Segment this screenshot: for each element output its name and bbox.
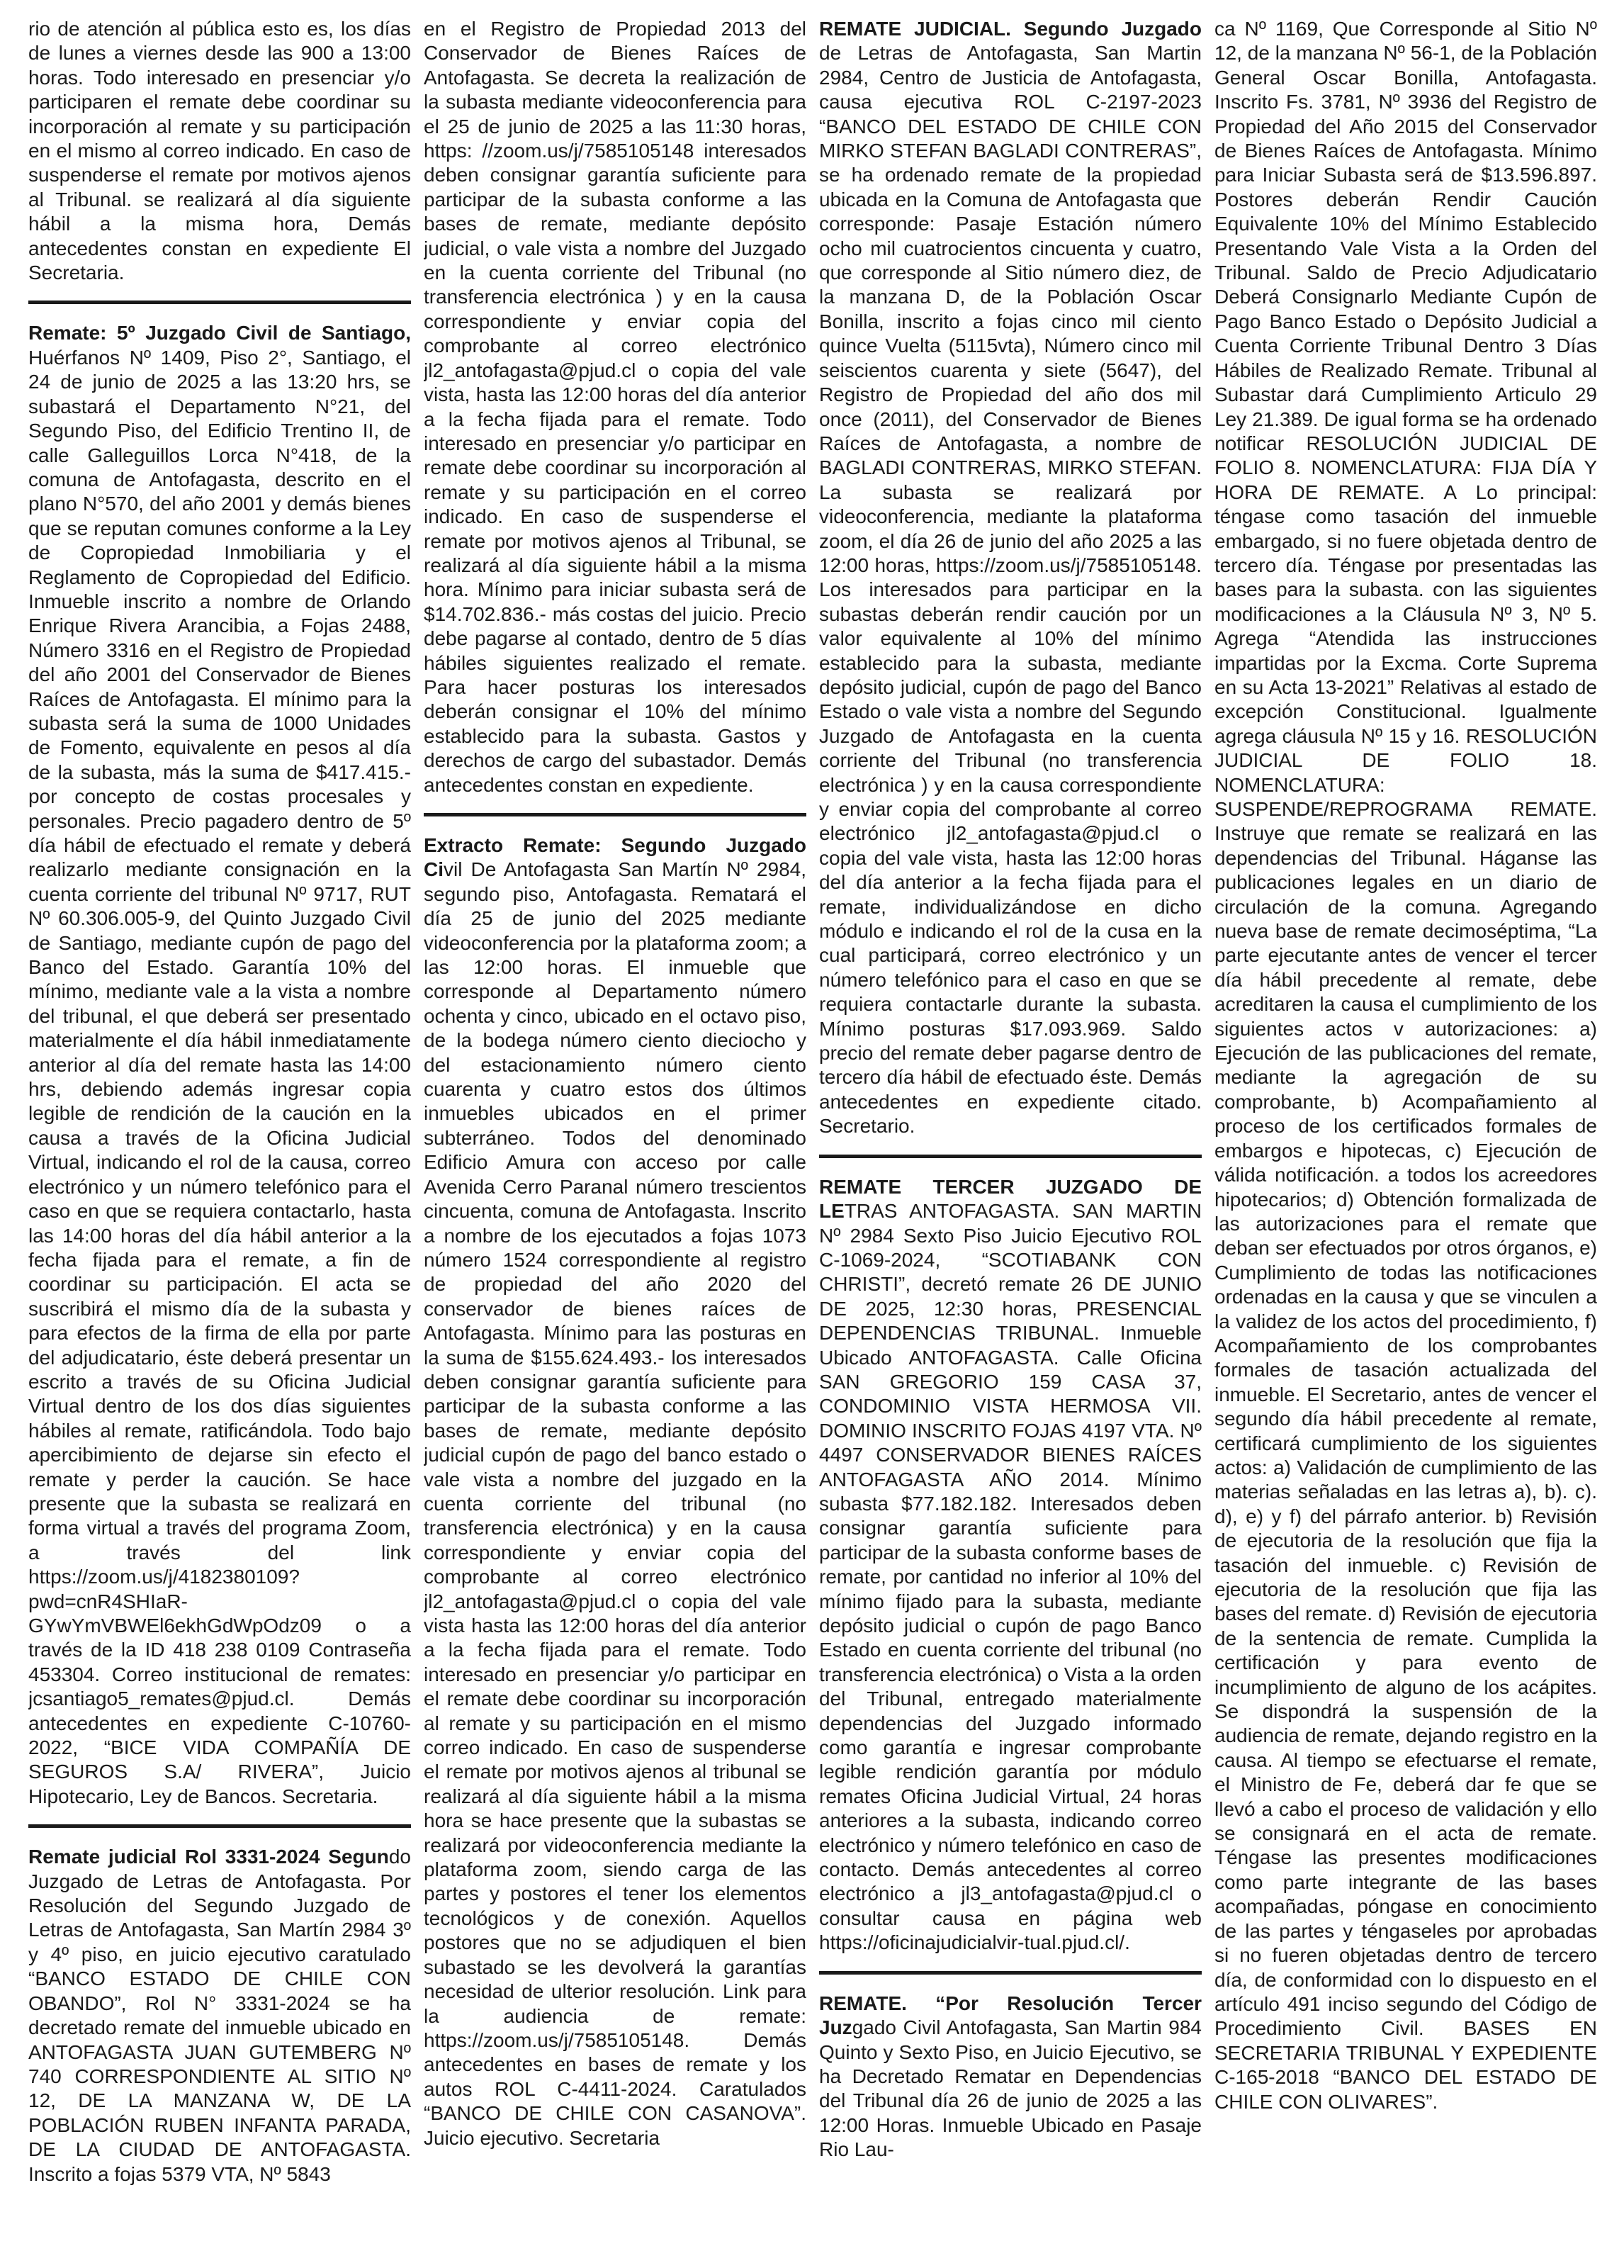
notice-heading: REMATE. “Por Resolución Tercer Juz (819, 1992, 1202, 2039)
notice-text: REMATE TERCER JUZGADO DE LETRAS ANTOFAGASTA. SAN MARTIN Nº 2984 Sexto Piso Juicio Ejecutivo ROL C-1069-2024, “SCOTIABANK CON CHRISTI”, decretó remate 26 DE JUNIO DE 2025, 12:30 horas, PRESENCIAL DEPENDENCIAS TRIBUNAL. Inmueble Ubicado ANTOFAGASTA. Calle Oficina SAN GREGORIO 159 CASA 37, CONDOMINIO VISTA HERMOSA VII. DOMINIO INSCRITO FOJAS 4197 VTA. Nº 4497 CONSERVADOR BIENES RAÍCES ANTOFAGASTA AÑO 2014. Mínimo subasta $77.182.182. Interesados deben consignar garantía suficiente para participar de la subasta conforme bases de remate, por cantidad no inferior al 10% del mínimo fijado para la subasta, mediante depósito judicial o cupón de pago Banco Estado en cuenta corriente del tribunal (no transferencia electrónica) o Vista a la orden del Tribunal, entregado materialmente dependencias del Juzgado informado como garantía e ingresar comprobante legible rendición garantía por módulo remates Oficina Judicial Virtual, 24 horas anteriores a la subasta, indicando correo electrónico y número telefónico en caso de contacto. Demás antecedentes al correo electrónico a jl3_antofagasta@pjud.cl o consultar causa en página web https://oficinajudicialvir-tual.pjud.cl/. (819, 1175, 1202, 1954)
notice-heading: Remate: 5º Juzgado Civil de Santiago, (28, 322, 411, 344)
notice-text: Extracto Remate: Segundo Juzgado Civil De Antofagasta San Martín Nº 2984, segundo piso, Antofagasta. Rematará el día 25 de junio del 2025 mediante videoconferencia por la plataforma zoom; a las 12:00 horas. El inmueble que corresponde al Departamento número ochenta y cinco, ubicado en el octavo piso, de la bodega número ciento dieciocho y del estacionamiento número ciento cuarenta y cuatro estos dos últimos inmuebles ubicados en el primer subterráneo. Todos del denominado Edificio Amura con acceso por calle Avenida Cerro Paranal número trescientos cincuenta, comuna de Antofagasta. Inscrito a nombre de los ejecutados a fojas 1073 número 1524 correspondiente al registro de propiedad del año 2020 del conservador de bienes raíces de Antofagasta. Mínimo para las posturas en la suma de $155.624.493.- los interesados deben consignar garantía suficiente para participar de la subasta conforme a las bases de remate, mediante depósito judicial cupón de pago del banco estado o vale vista a nombre del juzgado en la cuenta corriente del tribunal (no transferencia electrónica) y en la causa correspondiente y enviar copia del comprobante al correo electrónico jl2_antofagasta@pjud.cl o copia del vale vista hasta las 12:00 horas del día anterior a la fecha fijada para el remate. Todo interesado en presenciar y/o participar en el remate debe coordinar su incorporación al remate y su participación en el mismo correo indicado. En caso de suspenderse el remate por motivos ajenos al tribunal se realizará al día siguiente hábil a la misma hora se hace presente que la subastas se realizará por videoconferencia mediante la plataforma zoom, siendo carga de las partes y postores el tener los elementos tecnológicos y de conexión. Aquellos postores que no se adjudiquen el bien subastado se les devolverá la garantías necesidad de ulterior resolución. Link para la audiencia de remate: https://zoom.us/j/7585105148. Demás antecedentes en bases de remate y los autos ROL C-4411-2024. Caratulados “BANCO DE CHILE CON CASANOVA”. Juicio ejecutivo. Secretaria (424, 834, 806, 2149)
notice-heading: Extracto Remate: Segundo Juzgado Ci (424, 834, 806, 881)
notice-divider (28, 301, 411, 304)
notice-divider (28, 1824, 411, 1828)
notice-divider (819, 1971, 1202, 1975)
notice-heading: REMATE JUDICIAL. Segundo Juzgado (819, 18, 1202, 40)
column-4 (1214, 17, 1597, 2257)
column-3 (819, 17, 1202, 2257)
column-2 (424, 17, 806, 2257)
notice-heading: REMATE TERCER JUZGADO DE LE (819, 1175, 1202, 1223)
notice-divider (424, 813, 806, 816)
notice-text: Remate judicial Rol 3331-2024 Segundo Juzgado de Letras de Antofagasta. Por Resolución del Segundo Juzgado de Letras de Antofagasta, San Martín 2984 3º y 4º piso, en juicio ejecutivo caratulado “BANCO ESTADO DE CHILE CON OBANDO”, Rol N° 3331-2024 se ha decretado remate del inmueble ubicado en ANTOFAGASTA JUAN GUTEMBERG Nº 740 CORRESPONDIENTE AL SITIO Nº 12, DE LA MANZANA W, DE LA POBLACIÓN RUBEN INFANTA PARADA, DE LA CIUDAD DE ANTOFAGASTA. Inscrito a fojas 5379 VTA, Nº 5843 (28, 1846, 411, 2185)
notice-text: Remate: 5º Juzgado Civil de Santiago, Huérfanos Nº 1409, Piso 2°, Santiago, el 24 de junio de 2025 a las 13:20 hrs, se subastará el Departamento N°21, del Segundo Piso, del Edificio Trentino II, de calle Galleguillos Lorca N°418, de la comuna de Antofagasta, descrito en el plano N°570, del año 2001 y demás bienes que se reputan comunes conforme a la Ley de Copropiedad Inmobiliaria y el Reglamento de Copropiedad del Edificio. Inmueble inscrito a nombre de Orlando Enrique Rivera Arancibia, a Fojas 2488, Número 3316 en el Registro de Propiedad del año 2001 del Conservador de Bienes Raíces de Antofagasta. El mínimo para la subasta será la suma de 1000 Unidades de Fomento, equivalente en pesos al día de la subasta, más la suma de $417.415.- por concepto de costas procesales y personales. Precio pagadero dentro de 5º día hábil de efectuado el remate y deberá realizarlo mediante consignación en la cuenta corriente del tribunal Nº 9717, RUT Nº 60.306.005-9, del Quinto Juzgado Civil de Santiago, mediante cupón de pago del Banco del Estado. Garantía 10% del mínimo, mediante vale a la vista a nombre del tribunal, el que deberá ser presentado materialmente el día hábil inmediatamente anterior al día del remate hasta las 14:00 hrs, debiendo además ingresar copia legible de rendición de la caución en la causa a través de la Oficina Judicial Virtual, indicando el rol de la causa, correo electrónico y un número telefónico para el caso en que se requiera contactarlo, hasta las 14:00 horas del día hábil anterior a la fecha fijada para el remate, a fin de coordinar su participación. El acta se suscribirá el mismo día de la subasta y para efectos de la firma de ella por parte del adjudicatario, éste deberá presentar un escrito a través de su Oficina Judicial Virtual dentro de los dos días siguientes hábiles al remate, ratificándola. Todo bajo apercibimiento de dejarse sin efecto el remate y perder la caución. Se hace presente que la subasta se realizará en forma virtual a través del programa Zoom, a través del link https://zoom.us/j/4182380109?pwd=cnR4SHIaR-GYwYmVBWEl6ekhGdWpOdz09 o a través de la ID 418 238 0109 Contraseña 453304. Correo institucional de remates: jcsantiago5_remates@pjud.cl. Demás antecedentes en expediente C-10760-2022, “BICE VIDA COMPAÑÍA DE SEGUROS S.A/ RIVERA”, Juicio Hipotecario, Ley de Bancos. Secretaria. (28, 322, 411, 1807)
notice-heading: Remate judicial Rol 3331-2024 Segun (28, 1846, 389, 1868)
notice-text: REMATE JUDICIAL. Segundo Juzgado de Letras de Antofagasta, San Martin 2984, Centro de Justicia de Antofagasta, causa ejecutiva ROL C-2197-2023 “BANCO DEL ESTADO DE CHILE CON MIRKO STEFAN BAGLADI CONTRERAS”, se ha ordenado remate de la propiedad ubicada en la Comuna de Antofagasta que corresponde: Pasaje Estación número ocho mil cuatrocientos cincuenta y cuatro, que corresponde al Sitio número diez, de la manzana D, de la Población Oscar Bonilla, inscrito a fojas cinco mil ciento quince Vuelta (5115vta), Número cinco mil seiscientos cuarenta y siete (5647), del Registro de Propiedad del año dos mil once (2011), del Conservador de Bienes Raíces de Antofagasta, a nombre de BAGLADI CONTRERAS, MIRKO STEFAN. La subasta se realizará por videoconferencia, mediante la plataforma zoom, el día 26 de junio del año 2025 a las 12:00 horas, https://zoom.us/j/7585105148. Los interesados para participar en la subastas deberán rendir caución por un valor equivalente al 10% del mínimo establecido para la subasta, mediante depósito judicial, cupón de pago del Banco Estado o vale vista a nombre del Segundo Juzgado de Antofagasta en la cuenta corriente del Tribunal (no transferencia electrónica ) y en la causa correspondiente y enviar copia del comprobante al correo electrónico jl2_antofagasta@pjud.cl o copia del vale vista, hasta las 12:00 horas del día anterior a la fecha fijada para el remate, individualizándose en dicho módulo e indicando el rol de la cusa en la cual participará, correo electrónico y un número telefónico para el caso en que se requiera contactarle durante la subasta. Mínimo posturas $17.093.969. Saldo precio del remate deber pagarse dentro de tercero día hábil de efectuado éste. Demás antecedentes en expediente citado. Secretario. (819, 18, 1202, 1138)
column-1 (28, 17, 411, 2257)
notice-text: REMATE. “Por Resolución Tercer Juzgado Civil Antofagasta, San Martin 984 Quinto y Sexto Piso, en Juicio Ejecutivo, se ha Decretado Rematar en Dependencias del Tribunal día 26 de junio de 2025 a las 12:00 Horas. Inmueble Ubicado en Pasaje Rio Lau- (819, 1992, 1202, 2161)
notice-divider (819, 1155, 1202, 1158)
notice-text: rio de atención al pública esto es, los días de lunes a viernes desde las 900 a 13:00 horas. Todo interesado en presenciar y/o participaren el remate debe coordinar su incorporación al remate y su participación en el mismo al correo indicado. En caso de suspenderse el remate por motivos ajenos al Tribunal. se realizará al día siguiente hábil a la misma hora, Demás antecedentes constan en expediente El Secretaria. (28, 18, 411, 284)
notice-text: en el Registro de Propiedad 2013 del Conservador de Bienes Raíces de Antofagasta. Se decreta la realización de la subasta mediante videoconferencia para el 25 de junio de 2025 a las 11:30 horas, https: //zoom.us/j/7585105148 interesados deben consignar garantía suficiente para participar de la subasta conforme a las bases de remate, mediante depósito judicial, o vale vista a nombre del Juzgado en la cuenta corriente del Tribunal (no transferencia electrónica ) y en la causa correspondiente y enviar copia del comprobante al correo electrónico jl2_antofagasta@pjud.cl o copia del vale vista, hasta las 12:00 horas del día anterior a la fecha fijada para el remate. Todo interesado en presenciar y/o participar en remate debe coordinar su incorporación al remate y su participación en el correo indicado. En caso de suspenderse el remate por motivos ajenos al Tribunal, se realizará al día siguiente hábil a la misma hora. Mínimo para iniciar subasta será de $14.702.836.- más costas del juicio. Precio debe pagarse al contado, dentro de 5 días hábiles siguientes realizado el remate. Para hacer posturas los interesados deberán consignar el 10% del mínimo establecido para la subasta. Gastos y derechos de cargo del subastador. Demás antecedentes constan en expediente. (424, 18, 806, 796)
notice-text: ca Nº 1169, Que Corresponde al Sitio Nº 12, de la manzana Nº 56-1, de la Población General Oscar Bonilla, Antofagasta. Inscrito Fs. 3781, Nº 3936 del Registro de Propiedad del Año 2015 del Conservador de Bienes Raíces de Antofagasta. Mínimo para Iniciar Subasta será de $13.596.897. Postores deberán Rendir Caución Equivalente 10% del Mínimo Establecido Presentando Vale Vista a la Orden del Tribunal. Saldo de Precio Adjudicatario Deberá Consignarlo Mediante Cupón de Pago Banco Estado o Depósito Judicial a Cuenta Corriente Tribunal Dentro 3 Días Hábiles de Realizado Remate. Tribunal al Subastar dará Cumplimiento Articulo 29 Ley 21.389. De igual forma se ha ordenado notificar RESOLUCIÓN JUDICIAL DE FOLIO 8. NOMENCLATURA: FIJA DÍA Y HORA DE REMATE. A Lo principal: téngase como tasación del inmueble embargado, si no fuere objetada dentro de tercero día. Téngase por presentadas las bases para la subasta. con las siguientes modificaciones a la Cláusula Nº 3, Nº 5. Agrega “Atendida las instrucciones impartidas por la Excma. Corte Suprema en su Acta 13-2021” Relativas al estado de excepción Constitucional. Igualmente agrega cláusula Nº 15 y 16. RESOLUCIÓN JUDICIAL DE FOLIO 18. NOMENCLATURA: SUSPENDE/REPROGRAMA REMATE. Instruye que remate se realizará en las dependencias del Tribunal. Háganse las publicaciones legales en un diario de circulación de la comuna. Agregando nueva base de remate decimoséptima, “La parte ejecutante antes de vencer el tercer día hábil precedente al remate, debe acreditaren la causa el cumplimiento de los siguientes actos v autorizaciones: a) Ejecución de las publicaciones del remate, mediante la agregación de su comprobante, b) Acompañamiento al proceso de los certificados formales de embargos e hipotecas, c) Ejecución de válida notificación. a todos los acreedores hipotecarios; d) Obtención formalizada de las autorizaciones para el remate que deban ser efectuados por otros órganos, e) Cumplimiento de todas las notificaciones ordenadas en la causa y que se vinculen a la validez de los actos del procedimiento, f) Acompañamiento de los comprobantes formales de tasación actualizada del inmueble. El Secretario, antes de vencer el segundo día hábil precedente al remate, certificará cumplimiento de los siguientes actos: a) Validación de cumplimiento de las materias señaladas en las letras a), b). c). d), e) y f) del párrafo anterior. b) Revisión de ejecutoria de la resolución que fija la tasación del inmueble. c) Revisión de ejecutoria de la resolución que fija las bases del remate. d) Revisión de ejecutoria de la sentencia de remate. Cumplida la certificación y para evento de incumplimiento de alguno de los acápites. Se dispondrá la suspensión de la audiencia de remate, dejando registro en la causa. Al tiempo se efectuarse el remate, el Ministro de Fe, deberá dar fe que se llevó a cabo el proceso de validación y ello se consignará en el acta de remate. Téngase las presentes modificaciones como parte integrante de las bases acompañadas, póngase en conocimiento de las partes y téngaseles por aprobadas si no fueren objetadas dentro de tercero día, de conformidad con lo dispuesto en el artículo 491 inciso segundo del Código de Procedimiento Civil. BASES EN SECRETARIA TRIBUNAL Y EXPEDIENTE C-165-2018 “BANCO DEL ESTADO DE CHILE CON OLIVARES”. (1214, 18, 1597, 2113)
